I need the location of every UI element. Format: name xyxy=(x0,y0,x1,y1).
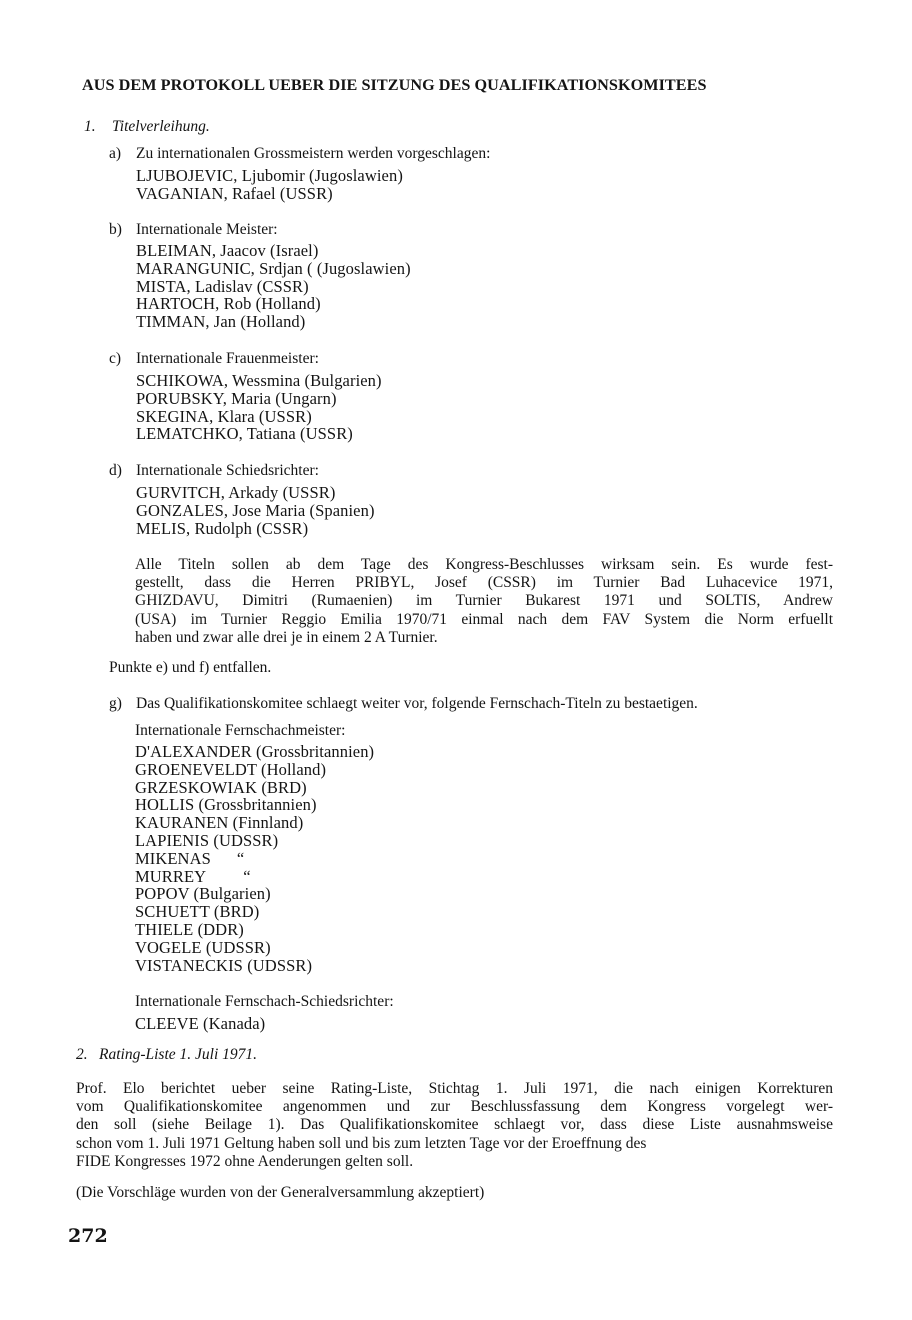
item-label: c) xyxy=(109,350,122,367)
player-name: THIELE xyxy=(135,919,194,939)
ditto-mark: “ xyxy=(243,866,251,886)
item-intro-text: Zu internationalen Grossmeistern werden vorgeschlagen: xyxy=(136,145,491,162)
list-item xyxy=(135,868,374,886)
paragraph-line: (USA) im Turnier Reggio Emilia 1970/71 einmal nach dem FAV System die Norm erfuellt xyxy=(135,610,833,628)
player-country: (Holland) xyxy=(261,759,327,779)
item-intro-text: Internationale Frauenmeister: xyxy=(136,350,319,367)
international-master-list xyxy=(136,242,411,331)
correspondence-arbiters-heading: Internationale Fernschach-Schiedsrichter: xyxy=(135,993,394,1010)
player-name: HOLLIS xyxy=(135,795,195,815)
player-country: (UDSSR) xyxy=(247,955,313,975)
assembly-note: (Die Vorschläge wurden von der Generalversammlung akzeptiert) xyxy=(76,1184,485,1201)
player-name: VISTANECKIS xyxy=(135,955,243,975)
player-country: (DDR) xyxy=(197,919,244,939)
player-country: (Grossbritannien) xyxy=(198,795,317,815)
item-c-intro xyxy=(109,350,319,368)
list-item: TIMMAN, Jan (Holland) xyxy=(136,312,306,332)
player-country: (UDSSR) xyxy=(213,830,279,850)
section-number: 2. xyxy=(76,1046,88,1063)
arbiter-list xyxy=(136,484,375,537)
player-country: (UDSSR) xyxy=(205,937,271,957)
section-2-heading xyxy=(76,1046,257,1064)
list-item: GONZALES, Jose Maria (Spanien) xyxy=(136,500,375,520)
item-g-intro xyxy=(109,695,698,713)
player-name: KAURANEN xyxy=(135,813,229,833)
ditto-mark: “ xyxy=(236,848,245,868)
player-name: MURREY xyxy=(135,866,207,886)
paragraph-line: gestellt, dass die Herren PRIBYL, Josef (CSSR) im Turnier Bad Luhacevice 1971, xyxy=(135,574,833,592)
list-item xyxy=(135,796,374,814)
item-d-intro xyxy=(109,462,319,480)
correspondence-arbiter-list xyxy=(135,1015,265,1033)
list-item xyxy=(135,832,374,850)
item-label: g) xyxy=(109,695,122,712)
list-item xyxy=(135,939,374,957)
section-number: 1. xyxy=(84,118,96,135)
list-item: MARANGUNIC, Srdjan ( (Jugoslawien) xyxy=(136,258,411,278)
paragraph-line: FIDE Kongresses 1972 ohne Aenderungen gelten soll. xyxy=(76,1152,414,1170)
paragraph-line: Alle Titeln sollen ab dem Tage des Kongress-Beschlusses wirksam sein. Es wurde fest- xyxy=(135,556,833,573)
list-item: GURVITCH, Arkady (USSR) xyxy=(136,483,336,502)
grandmaster-list xyxy=(136,167,403,203)
women-master-list xyxy=(136,372,382,443)
player-country: (BRD) xyxy=(213,902,260,922)
item-intro-text: Internationale Schiedsrichter: xyxy=(136,462,319,479)
list-item xyxy=(135,885,374,903)
list-item xyxy=(135,761,374,779)
list-item: VAGANIAN, Rafael (USSR) xyxy=(136,183,333,203)
list-item: LJUBOJEVIC, Ljubomir (Jugoslawien) xyxy=(136,166,403,185)
list-item: BLEIMAN, Jaacov (Israel) xyxy=(136,241,319,260)
player-name: D'ALEXANDER xyxy=(135,742,252,761)
player-country: (Finnland) xyxy=(232,813,304,833)
player-name: SCHUETT xyxy=(135,902,210,922)
page-title: AUS DEM PROTOKOLL UEBER DIE SITZUNG DES QUALIFIKATIONSKOMITEES xyxy=(82,76,707,94)
list-item: CLEEVE (Kanada) xyxy=(135,1014,266,1033)
paragraph-line: vom Qualifikationskomitee angenommen und zur Beschlussfassung dem Kongress vorgelegt wer- xyxy=(76,1098,833,1116)
list-item: LEMATCHKO, Tatiana (USSR) xyxy=(136,424,353,444)
item-intro-text: Das Qualifikationskomitee schlaegt weiter vor, folgende Fernschach-Titeln zu bestaetigen. xyxy=(136,695,698,712)
list-item: SCHIKOWA, Wessmina (Bulgarien) xyxy=(136,371,382,390)
item-label: b) xyxy=(109,221,122,238)
paragraph-line: den soll (siehe Beilage 1). Das Qualifikationskomitee schlaegt vor, dass diese Liste ausnahmsweise xyxy=(76,1116,833,1134)
list-item xyxy=(135,957,374,975)
list-item xyxy=(135,814,374,832)
paragraph-line: haben und zwar alle drei je in einem 2 A Turnier. xyxy=(135,628,438,646)
item-label: a) xyxy=(109,145,122,162)
list-item xyxy=(135,903,374,921)
correspondence-master-list xyxy=(135,743,374,974)
player-name: GROENEVELDT xyxy=(135,759,257,779)
list-item xyxy=(135,779,374,797)
player-country: (Bulgarien) xyxy=(193,884,271,904)
player-name: MIKENAS xyxy=(135,848,211,868)
section-1-heading xyxy=(84,118,210,136)
player-name: VOGELE xyxy=(135,937,202,957)
paragraph-line: schon vom 1. Juli 1971 Geltung haben soll und bis zum letzten Tage vor der Eroeffnung des xyxy=(76,1134,647,1152)
list-item: MISTA, Ladislav (CSSR) xyxy=(136,276,309,296)
titles-effective-paragraph xyxy=(135,556,833,647)
item-b-intro xyxy=(109,221,278,239)
paragraph-line: Prof. Elo berichtet ueber seine Rating-Liste, Stichtag 1. Juli 1971, die nach einigen Korrekturen xyxy=(76,1080,833,1097)
list-item xyxy=(135,921,374,939)
paragraph-line: GHIZDAVU, Dimitri (Rumaenien) im Turnier Bukarest 1971 und SOLTIS, Andrew xyxy=(135,592,833,610)
rating-list-paragraph xyxy=(76,1080,833,1171)
item-label: d) xyxy=(109,462,122,479)
list-item xyxy=(135,743,374,761)
page-number: 272 xyxy=(68,1225,108,1247)
list-item: SKEGINA, Klara (USSR) xyxy=(136,406,312,426)
section-title: Rating-Liste 1. Juli 1971. xyxy=(99,1046,258,1063)
player-name: GRZESKOWIAK xyxy=(135,777,258,797)
item-intro-text: Internationale Meister: xyxy=(136,221,278,238)
section-title: Titelverleihung. xyxy=(112,118,210,135)
list-item xyxy=(135,850,374,868)
list-item: HARTOCH, Rob (Holland) xyxy=(136,294,321,314)
points-ef-note: Punkte e) und f) entfallen. xyxy=(109,659,272,676)
player-name: LAPIENIS xyxy=(135,830,210,850)
list-item: MELIS, Rudolph (CSSR) xyxy=(136,518,309,538)
player-name: POPOV xyxy=(135,884,190,904)
item-a-intro xyxy=(109,145,490,163)
correspondence-masters-heading: Internationale Fernschachmeister: xyxy=(135,722,346,739)
player-country: (BRD) xyxy=(261,777,307,797)
player-country: (Grossbritannien) xyxy=(256,742,375,761)
list-item: PORUBSKY, Maria (Ungarn) xyxy=(136,388,337,408)
